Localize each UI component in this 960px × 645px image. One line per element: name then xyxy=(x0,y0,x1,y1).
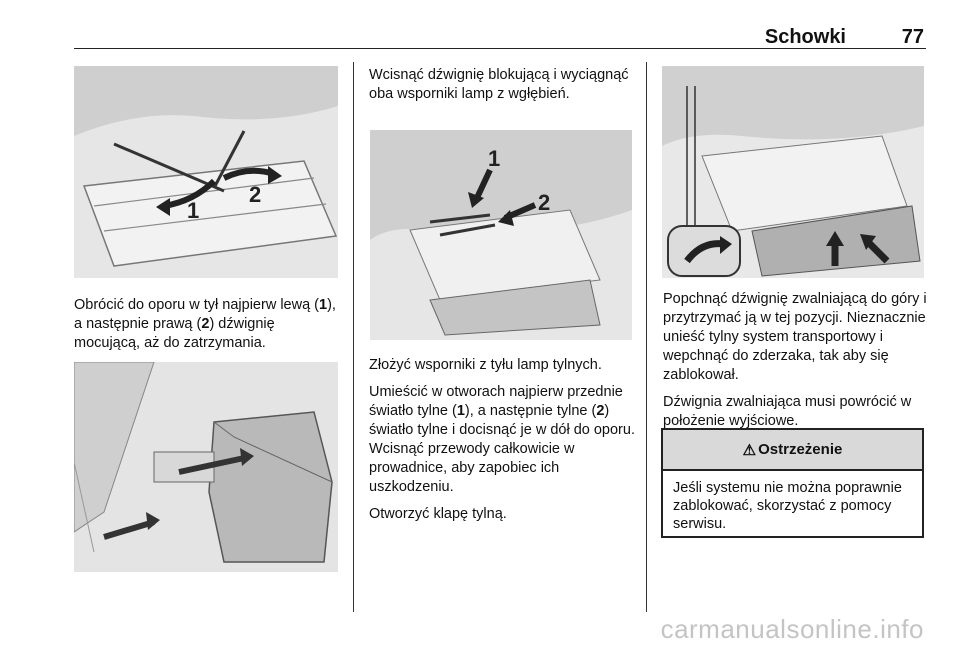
warning-icon: ⚠ xyxy=(742,441,757,459)
figure-callout-1: 1 xyxy=(187,198,200,223)
figure-levers-illustration xyxy=(74,66,338,278)
paragraph: Popchnąć dźwignię zwalniającą do góry i przytrzymać ją w tej pozycji. Nieznacznie unieść tylny system transportowy i wepchnąć do zderzaka, tak aby się zablokował. xyxy=(663,291,927,383)
warning-box xyxy=(661,428,924,538)
figure-lamp-bracket xyxy=(74,362,338,572)
figure-lamp-bracket-illustration xyxy=(74,362,338,572)
page-number: 77 xyxy=(901,26,924,48)
warning-title: Ostrzeżenie xyxy=(758,441,843,458)
column-divider xyxy=(646,62,647,612)
column-2-intro xyxy=(369,66,635,112)
figure-levers xyxy=(74,66,338,278)
figure-release-lever-illustration xyxy=(662,66,924,278)
figure-callout-2: 2 xyxy=(538,190,551,215)
paragraph: Obrócić do oporu w tył najpierw lewą (1), a następnie prawą (2) dźwignię mocującą, aż do zatrzymania. xyxy=(74,297,336,351)
section-title: Schowki xyxy=(764,26,846,48)
page-header xyxy=(74,0,926,48)
figure-callout-1: 1 xyxy=(488,146,501,171)
figure-callout-2: 2 xyxy=(249,182,262,207)
header-rule xyxy=(74,48,926,49)
column-2-text xyxy=(369,356,635,532)
warning-body: Jeśli systemu nie można poprawnie zablokować, skorzystać z pomocy serwisu. xyxy=(673,480,902,532)
warning-header xyxy=(663,430,922,471)
column-divider xyxy=(353,62,354,612)
paragraph: Złożyć wsporniki z tyłu lamp tylnych. xyxy=(369,357,602,373)
column-3-text xyxy=(663,290,929,439)
paragraph: Wcisnąć dźwignię blokującą i wyciągnąć oba wsporniki lamp z wgłębień. xyxy=(369,67,629,102)
paragraph: Otworzyć klapę tylną. xyxy=(369,506,507,522)
figure-tail-lamp xyxy=(370,130,632,340)
column-1-text xyxy=(74,296,340,361)
paragraph: Umieścić w otworach najpierw przednie światło tylne (1), a następnie tylne (2) światło tylne i docisnąć je w dół do oporu. Wcisnąć przewody całkowicie w prowadnice, aby zapobiec ich uszkodzeniu. xyxy=(369,384,635,495)
figure-tail-lamp-illustration xyxy=(370,130,632,340)
figure-release-lever xyxy=(662,66,924,278)
paragraph: Dźwignia zwalniająca musi powrócić w położenie wyjściowe. xyxy=(663,394,912,429)
watermark: carmanualsonline.info xyxy=(660,614,924,644)
